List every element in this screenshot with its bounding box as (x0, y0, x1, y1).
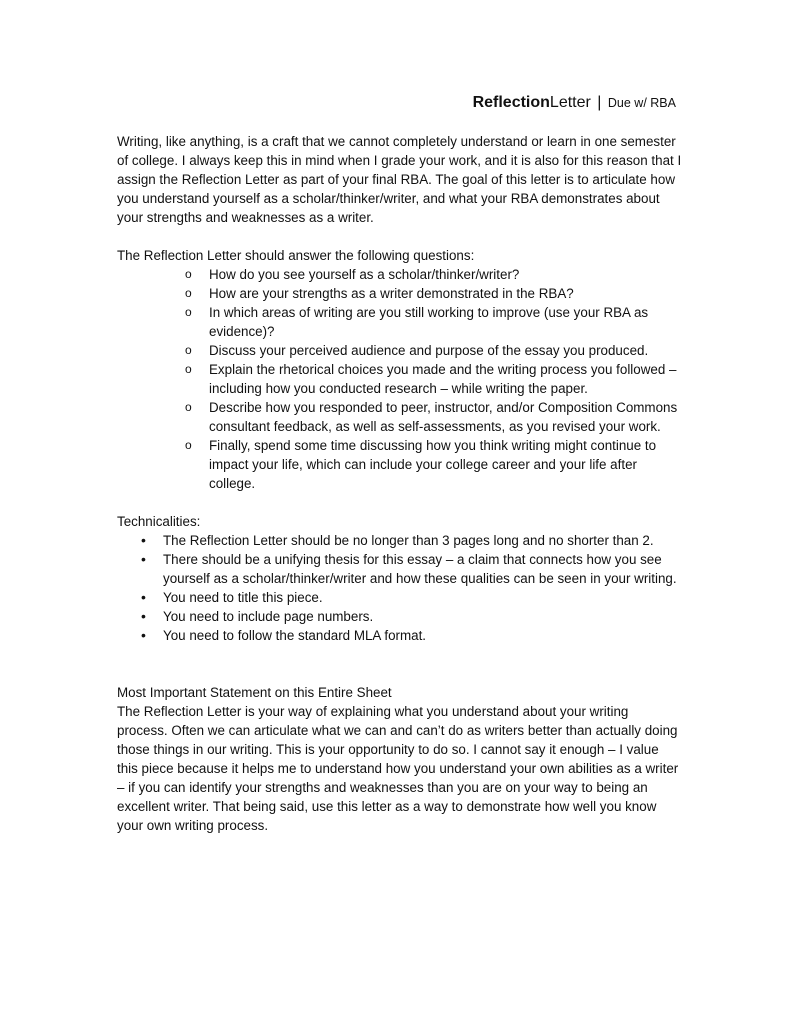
statement-heading: Most Important Statement on this Entire Sheet (117, 685, 392, 700)
bullet-icon: • (141, 532, 146, 548)
intro-paragraph: Writing, like anything, is a craft that we cannot completely understand or learn in one semester of college. I always keep this in mind when I grade your work, and it is also for this reason that I assign the Reflection Letter as part of your final RBA. The goal of this letter is to articulate how you understand yourself as a scholar/thinker/writer, and what your RBA demonstrates about your strengths and weaknesses as a writer. (117, 134, 682, 225)
list-item (185, 341, 682, 360)
bullet-icon: • (141, 589, 146, 605)
list-item (141, 626, 682, 645)
bullet-icon: • (141, 627, 146, 643)
list-item (185, 436, 682, 493)
list-item (185, 303, 682, 341)
title-separator: | (597, 94, 602, 111)
question-text: How are your strengths as a writer demonstrated in the RBA? (209, 286, 574, 301)
hollow-bullet-icon: o (185, 286, 192, 300)
title-bold: Reflection (472, 94, 550, 111)
technicality-text: There should be a unifying thesis for this essay – a claim that connects how you see yourself as a scholar/thinker/writer and how these qualities can be seen in your writing. (163, 552, 677, 586)
technicality-text: The Reflection Letter should be no longer than 3 pages long and no shorter than 2. (163, 533, 654, 548)
list-item (185, 265, 682, 284)
list-item (185, 360, 682, 398)
statement-paragraph: The Reflection Letter is your way of explaining what you understand about your writing process. Often we can articulate what we can and can’t do as writers better than actually doing those things in our writing. This is your opportunity to do so. I cannot say it enough – I value this piece because it helps me to understand how you understand your own abilities as a writer – if you can identify your strengths and weaknesses than you are on your way to being an excellent writer. That being said, use this letter as a way to demonstrate how well you know your own writing process. (117, 704, 679, 833)
question-text: Finally, spend some time discussing how you think writing might continue to impact your life, which can include your college career and your life after college. (209, 438, 657, 491)
hollow-bullet-icon: o (185, 267, 192, 281)
hollow-bullet-icon: o (185, 343, 192, 357)
list-item (141, 588, 682, 607)
bullet-icon: • (141, 551, 146, 567)
list-item (141, 531, 682, 550)
question-text: Explain the rhetorical choices you made and the writing process you followed – including how you conducted research – while writing the paper. (209, 362, 677, 396)
question-text: Describe how you responded to peer, instructor, and/or Composition Commons consultant feedback, as well as self-assessments, as you revised your work. (209, 400, 678, 434)
questions-list (117, 265, 682, 493)
document-page (117, 92, 682, 835)
technicalities-list (117, 531, 682, 645)
questions-heading: The Reflection Letter should answer the following questions: (117, 248, 475, 263)
hollow-bullet-icon: o (185, 305, 192, 319)
hollow-bullet-icon: o (185, 362, 192, 376)
technicality-text: You need to include page numbers. (163, 609, 374, 624)
list-item (141, 607, 682, 626)
technicality-text: You need to title this piece. (163, 590, 323, 605)
title-rest: Letter (549, 94, 591, 111)
spacer (117, 227, 682, 246)
hollow-bullet-icon: o (185, 400, 192, 414)
technicalities-heading: Technicalities: (117, 514, 201, 529)
list-item (185, 398, 682, 436)
hollow-bullet-icon: o (185, 438, 192, 452)
list-item (141, 550, 682, 588)
page-header (117, 92, 682, 114)
question-text: Discuss your perceived audience and purpose of the essay you produced. (209, 343, 649, 358)
technicality-text: You need to follow the standard MLA format. (163, 628, 427, 643)
bullet-icon: • (141, 608, 146, 624)
question-text: In which areas of writing are you still working to improve (use your RBA as evidence)? (209, 305, 649, 339)
question-text: How do you see yourself as a scholar/thinker/writer? (209, 267, 520, 282)
due-note: Due w/ RBA (607, 96, 676, 110)
spacer (117, 645, 682, 683)
list-item (185, 284, 682, 303)
spacer (117, 493, 682, 512)
